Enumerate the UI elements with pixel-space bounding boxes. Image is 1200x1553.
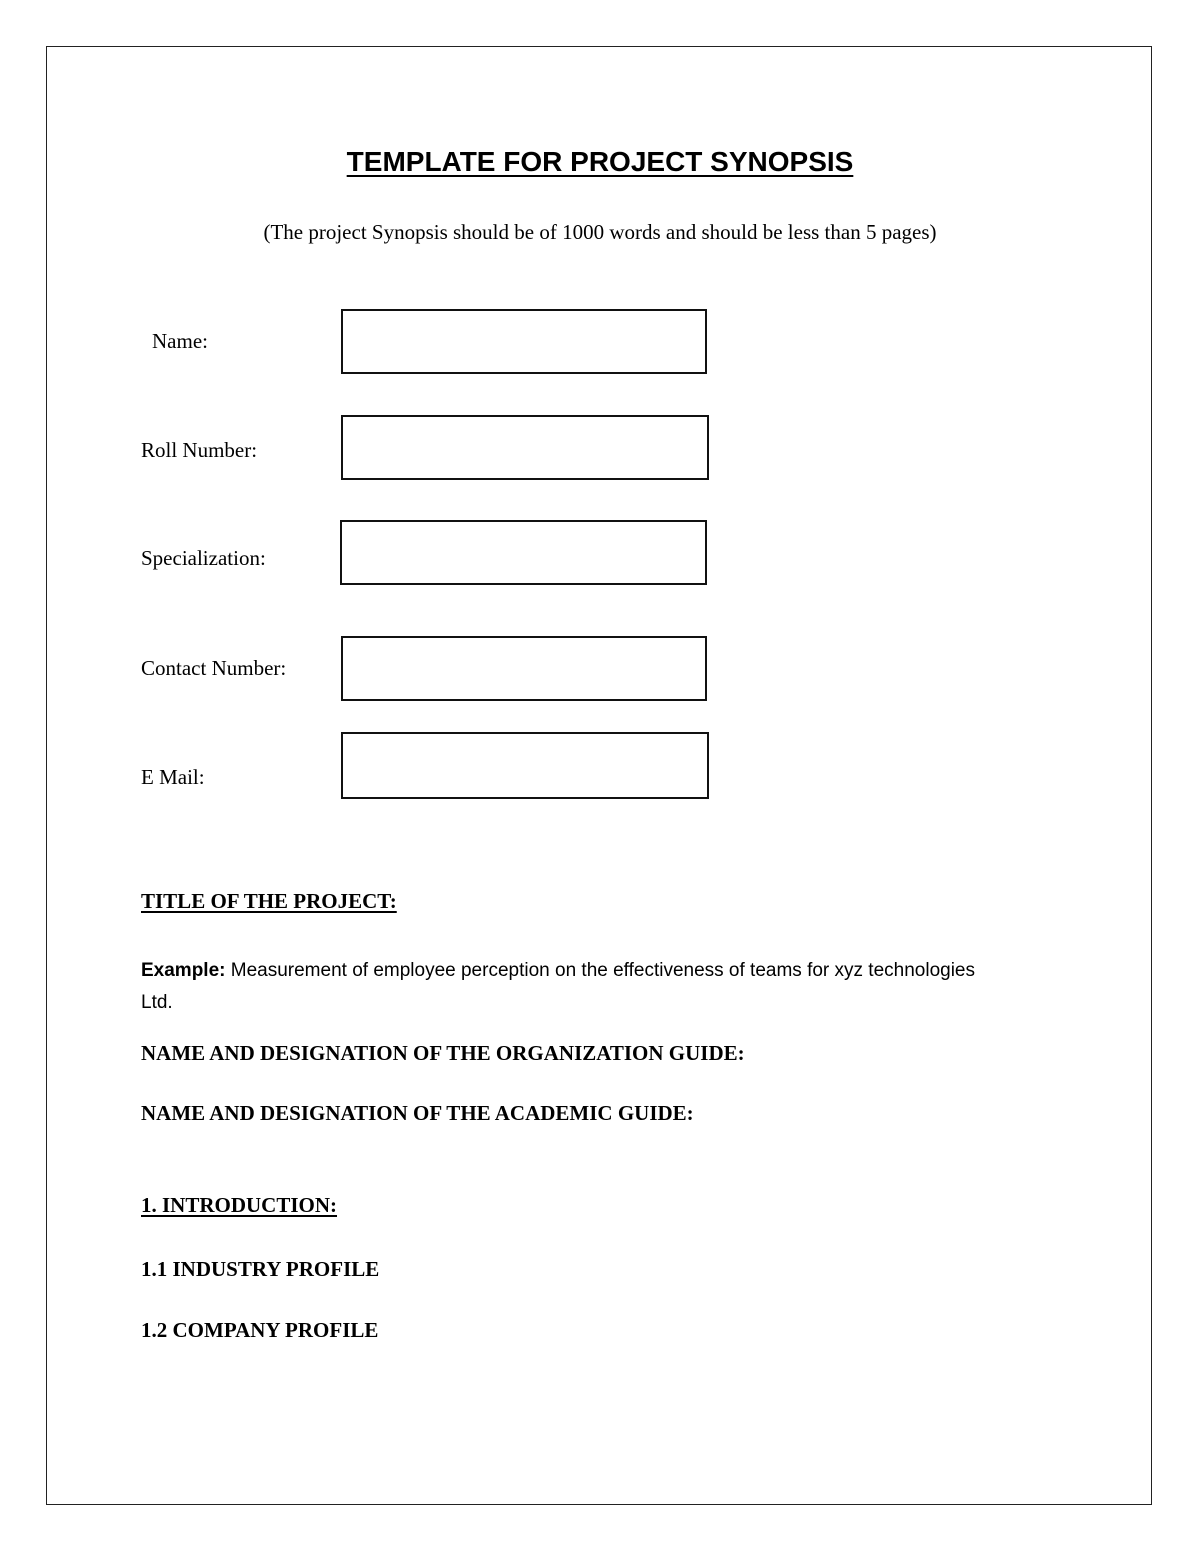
email-label: E Mail:: [141, 765, 205, 789]
roll-number-field[interactable]: [341, 415, 709, 480]
specialization-field[interactable]: [340, 520, 707, 585]
roll-number-label: Roll Number:: [141, 438, 258, 462]
organization-guide-heading: NAME AND DESIGNATION OF THE ORGANIZATION GUIDE:: [141, 1041, 745, 1065]
document-subtitle: (The project Synopsis should be of 1000 words and should be less than 5 pages): [263, 220, 937, 244]
email-field[interactable]: [341, 732, 709, 799]
example-text: Measurement of employee perception on the effectiveness of teams for xyz technologies Ltd.: [141, 960, 975, 1013]
document-title: [0, 146, 1200, 178]
example-paragraph: [141, 955, 981, 1019]
project-title-heading: TITLE OF THE PROJECT:: [141, 889, 397, 913]
name-label: Name:: [152, 329, 208, 353]
contact-number-field[interactable]: [341, 636, 707, 701]
specialization-label: Specialization:: [141, 546, 266, 570]
industry-profile-heading: 1.1 INDUSTRY PROFILE: [141, 1257, 380, 1281]
document-title-text: TEMPLATE FOR PROJECT SYNOPSIS: [346, 146, 854, 177]
company-profile-heading: 1.2 COMPANY PROFILE: [141, 1318, 379, 1342]
academic-guide-heading: NAME AND DESIGNATION OF THE ACADEMIC GUIDE:: [141, 1101, 694, 1125]
example-label: Example:: [141, 960, 226, 981]
name-field[interactable]: [341, 309, 707, 374]
contact-number-label: Contact Number:: [141, 656, 287, 680]
introduction-heading: 1. INTRODUCTION:: [141, 1193, 338, 1217]
